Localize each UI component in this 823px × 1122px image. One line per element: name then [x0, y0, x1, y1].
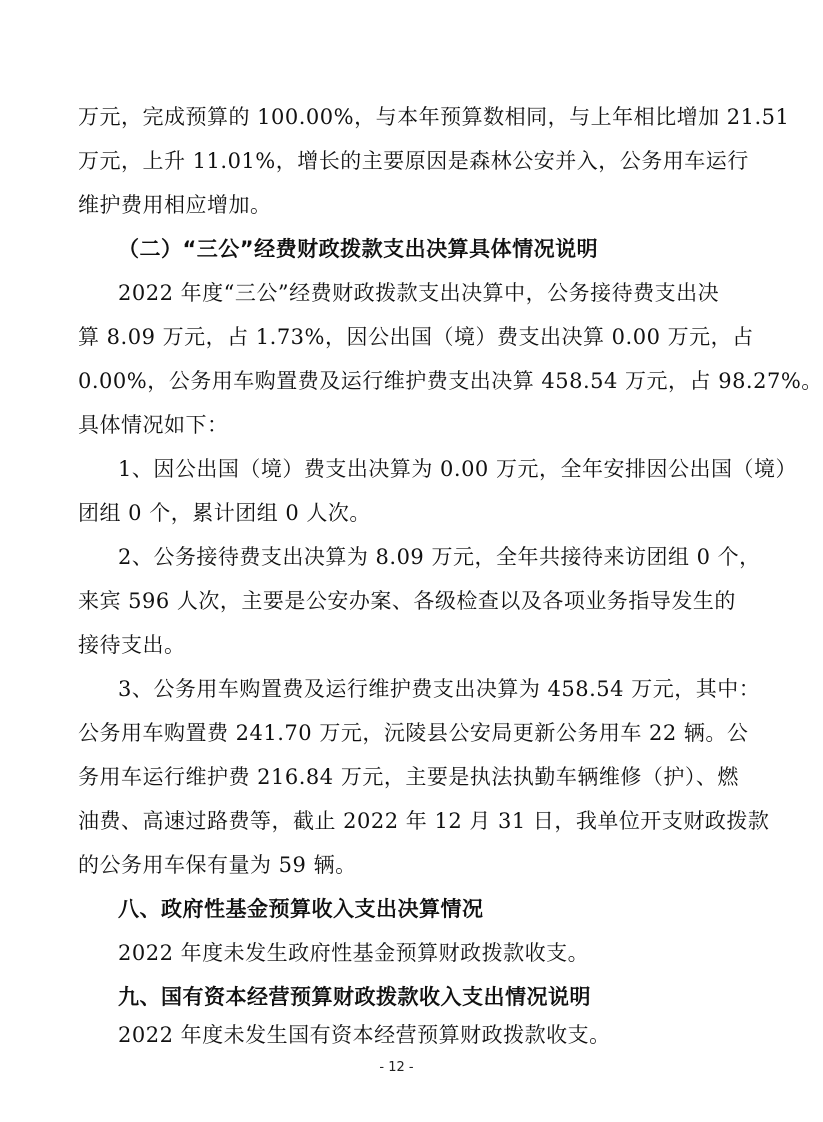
paragraph-line: 接待支出。 — [78, 633, 186, 657]
paragraph-line: 2、公务接待费支出决算为 8.09 万元，全年共接待来访团组 0 个， — [118, 545, 761, 569]
paragraph-line: 油费、高速过路费等，截止 2022 年 12 月 31 日，我单位开支财政拨款 — [78, 809, 770, 833]
section-heading: 九、国有资本经营预算财政拨款收入支出情况说明 — [118, 985, 591, 1009]
paragraph-line: 维护费用相应增加。 — [78, 193, 272, 217]
paragraph-line: 2022 年度“三公”经费财政拨款支出决算中，公务接待费支出决 — [118, 281, 720, 305]
paragraph-line: 具体情况如下： — [78, 413, 229, 437]
paragraph-line: 务用车运行维护费 216.84 万元，主要是执法执勤车辆维修（护）、燃 — [78, 765, 739, 789]
paragraph-line: 万元，上升 11.01%，增长的主要原因是森林公安并入，公务用车运行 — [78, 149, 749, 173]
paragraph-line: 万元，完成预算的 100.00%，与本年预算数相同，与上年相比增加 21.51 — [78, 105, 790, 129]
section-heading: 八、政府性基金预算收入支出决算情况 — [118, 897, 484, 921]
paragraph-line: 2022 年度未发生国有资本经营预算财政拨款收支。 — [118, 1023, 611, 1047]
paragraph-line: 1、因公出国（境）费支出决算为 0.00 万元，全年安排因公出国（境） — [118, 457, 797, 481]
paragraph-line: 来宾 596 人次，主要是公安办案、各级检查以及各项业务指导发生的 — [78, 589, 736, 613]
paragraph-line: 公务用车购置费 241.70 万元，沅陵县公安局更新公务用车 22 辆。公 — [78, 721, 749, 745]
paragraph-line: 团组 0 个，累计团组 0 人次。 — [78, 501, 371, 525]
paragraph-line: 的公务用车保有量为 59 辆。 — [78, 853, 357, 877]
section-subheading: （二）“三公”经费财政拨款支出决算具体情况说明 — [118, 237, 599, 261]
paragraph-line: 0.00%，公务用车购置费及运行维护费支出决算 458.54 万元，占 98.27%。 — [78, 369, 823, 393]
page-number: - 12 - — [379, 1060, 414, 1075]
paragraph-line: 2022 年度未发生政府性基金预算财政拨款收支。 — [118, 941, 590, 965]
paragraph-line: 3、公务用车购置费及运行维护费支出决算为 458.54 万元，其中： — [118, 677, 761, 701]
paragraph-line: 算 8.09 万元，占 1.73%，因公出国（境）费支出决算 0.00 万元，占 — [78, 325, 754, 349]
